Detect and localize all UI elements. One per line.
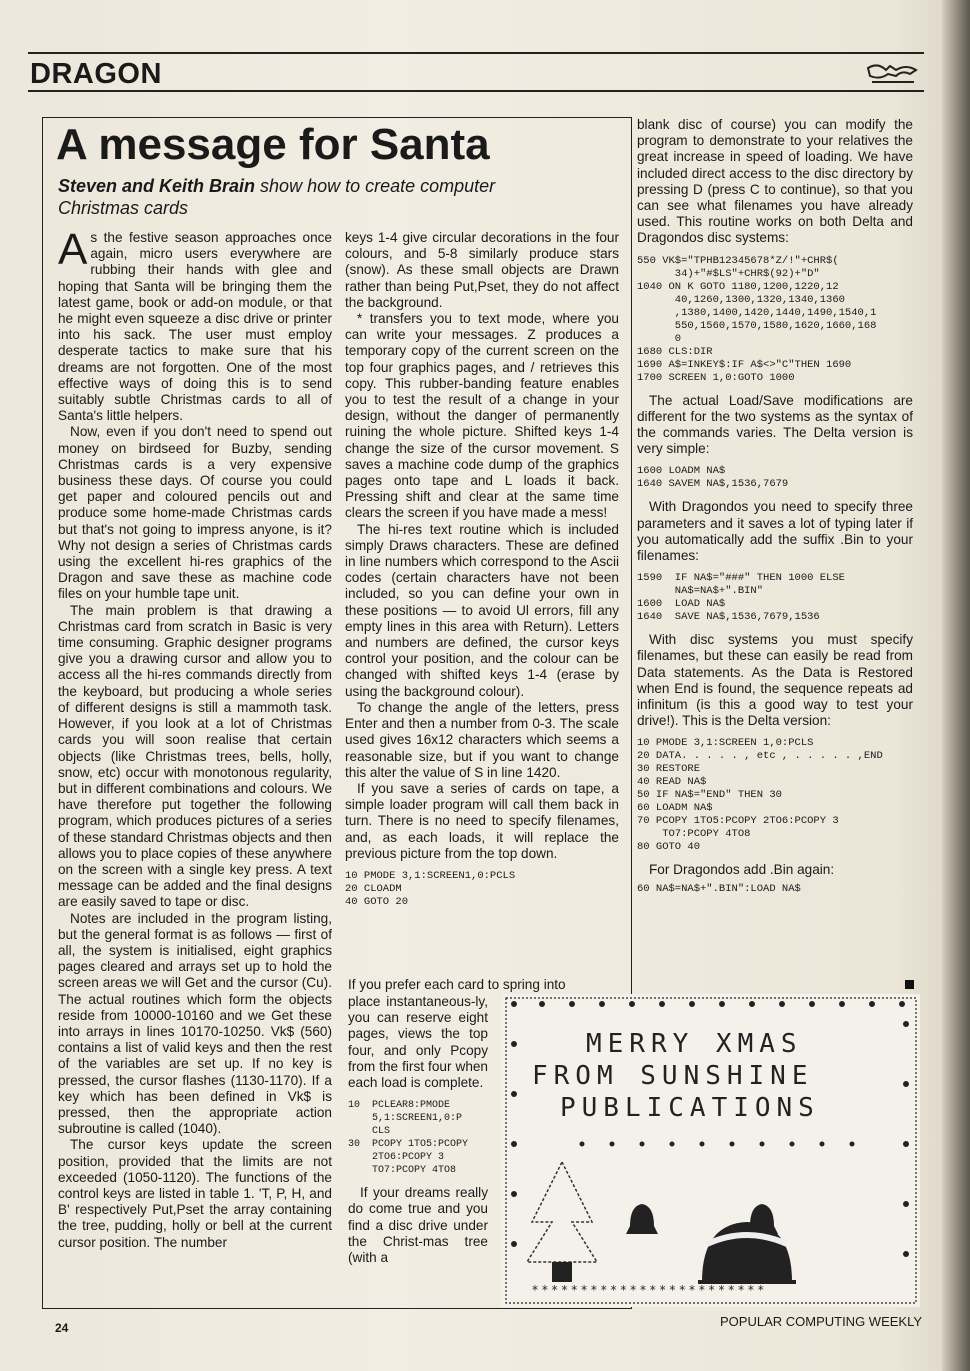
- column-3: [637, 117, 913, 904]
- column-2: [345, 230, 619, 917]
- magazine-name: POPULAR COMPUTING WEEKLY: [720, 1314, 923, 1329]
- col3-para-1: blank disc of course) you can modify the program to demonstrate to your relatives the great increase in speed of loading. We have included direct access to the disc directory by pressing D (press C to continue), so that you can see what filenames you have already used. This routine works on both Delta and Dragondos disc systems:: [637, 117, 913, 246]
- standfirst: [58, 175, 578, 219]
- col1-para-4: Notes are included in the program listing, but the general format is as follows — first of all, the system is initialised, eight graphics pages cleared and arrays set up to hold the screen areas we will Get and the cursor (Cu). The actual routines which form the objects reside from 10000-10160 and we Get these into arrays in lines 10170-10250. Vk$ (560) contains a list of valid keys and then the rest of the variables are set up. If no key is pressed, the cursor flashes (1130-1170). If a key which has been defined in Vk$ is pressed, then the appropriate action subroutine is called (1040).: [58, 910, 332, 1137]
- col3-para-3: With Dragondos you need to specify three parameters and it saves a lot of typing later if you automatically add the suffix .Bin to your filenames:: [637, 499, 913, 564]
- code-listing-directory: 550 VK$="TPHB12345678*Z/!"+CHR$( 34)+"#$LS"+CHR$(92)+"D" 1040 ON K GOTO 1180,1200,1220,12 40,1260,1300,1320,1340,1360 ,1380,1400,1420,1440,1490,1540,1 550,1560,1570,1580,1620,1660,168 0 1680 CLS:DIR 1690 A$=INKEY$:IF A$<>"C"THEN 1690 1700 SCREEN 1,0:GOTO 1000: [637, 254, 877, 384]
- code-listing-pclear: 10 PCLEAR8:PMODE 5,1:SCREEN1,0:P CLS 30 PCOPY 1TO5:PCOPY 2TO6:PCOPY 3 TO7:PCOPY 4TO8: [348, 1100, 469, 1177]
- standfirst-text: show how to create computer Christmas cards: [58, 176, 496, 218]
- code-listing-loader: 10 PMODE 3,1:SCREEN1,0:PCLS 20 CLOADM 40 GOTO 20: [345, 869, 516, 908]
- code-listing-dragondos: 1590 IF NA$="###" THEN 1000 ELSE NA$=NA$+".BIN" 1600 LOAD NA$ 1640 SAVE NA$,1536,7679,1536: [637, 572, 845, 624]
- col1-para-3: The main problem is that drawing a Christmas card from scratch in Basic is very time consuming. Graphic designer programs give you a drawing cursor and allow you to access all the hi-res commands directly from the keyboard, but producing a whole series of different designs is still a mammoth task. However, if you look at a lot of Christmas cards you will soon realise that certain objects (like Christmas trees, bells, holly, snow, etc) occur with monotonous regularity, but in different combinations and colours. We have therefore put together the following program, which produces pictures of a series of these standard Christmas objects and then allows you to place copies of these anywhere on the screen with a single key press. A text message can be added and the final designs are easily saved to tape or disc.: [58, 602, 332, 910]
- col2-para-2: * transfers you to text mode, where you can write your messages. Z produces a temporary copy of the current screen on the top four graphics pages, and / retrieves this copy. This rubber-banding feature enables you to test the result of a change in your design, without the danger of permanently ruining the whole picture. Shifted keys 1-4 change the size of the cursor movement. S saves a machine code dump of the graphics pages onto tape and L loads it back. Pressing shift and clear at the same time clears the screen if you have made a mess!: [345, 311, 619, 521]
- col2-para-6: place instantaneous-ly, you can reserve eight pages, views the top four, and only Pcopy from the first four when each load is complete.: [348, 994, 488, 1091]
- col2-para-4: To change the angle of the letters, press Enter and then a number from 0-3. The scale used gives 16x12 characters which seems a reasonable size, but if you want to change this alter the value of S in line 1420.: [345, 699, 619, 780]
- column-1: [58, 225, 332, 1251]
- col1-para-2: Now, even if you don't need to spend out money on birdseed for Buzby, sending Christmas cards is a very expensive business these days. Of course you could get paper and coloured pencils out and produce some home-made Christmas cards but that's not going to impress anyone, is it? Why not design a series of Christmas cards using the excellent hi-res graphics of the Dragon and save these as machine code files on your humble tape unit.: [58, 424, 332, 602]
- code-listing-delta: 1600 LOADM NA$ 1640 SAVEM NA$,1536,7679: [637, 465, 789, 491]
- code-listing-data-loader: 10 PMODE 3,1:SCREEN 1,0:PCLS 20 DATA. . . . . , etc , . . . . . ,END 30 RESTORE 40 READ NA$ 50 IF NA$="END" THEN 30 60 LOADM NA$ 70 PCOPY 1TO5:PCOPY 2TO6:PCOPY 3 TO7:PCOPY 4TO8 80 GOTO 40: [637, 737, 883, 854]
- col2-para-3: The hi-res text routine which is included simply Draws characters. These are defined in line numbers which correspond to the Ascii codes (certain characters have not been included, so you can define your own in these positions — to avoid Ul errors, fill any empty lines in this area with Return). Letters and numbers are defined, the cursor keys control your position, and the colour can be changed with shifted keys 1-4 (erase by using the background colour).: [345, 521, 619, 699]
- dragon-logo-icon: [866, 60, 918, 88]
- column-2-narrow: [348, 994, 488, 1266]
- header-rule-bottom: [28, 90, 924, 92]
- svg-text:* * * * * * * * * * * * * * *: * * * * * * * * * * * * * * * * * * * * * * * *: [532, 1283, 764, 1297]
- col3-para-4: With disc systems you must specify filenames, but these can easily be read from Data statements. As the Data is Restored when End is found, the sequence repeats ad infinitum (is this a good way to test your drive!). This is the Delta version:: [637, 632, 913, 729]
- end-mark: [905, 980, 914, 989]
- xmas-card-picture: [502, 994, 920, 1307]
- col3-para-2: The actual Load/Save modifications are different for the two systems as the syntax of the commands varies. The Delta version is very simple:: [637, 392, 913, 457]
- page-number: 24: [55, 1321, 69, 1335]
- col2-wide-line: If you prefer each card to spring into: [348, 977, 566, 992]
- standfirst-authors: Steven and Keith Brain: [58, 176, 256, 196]
- col2-para-1: keys 1-4 give circular decorations in the four colours, and 5-8 similarly produce stars (snow). As these small objects are Drawn rather than being Put,Pset, they do not affect the background.: [345, 230, 619, 310]
- page-edge-shadow: [942, 0, 970, 1371]
- col1-para-5: The cursor keys update the screen position, provided that the limits are not exceeded (1050-1120). The functions of the control keys are listed in table 1. 'T, P, H, and B' respectively Put,Pset the array containing the tree, pudding, holly or bell at the current cursor position. The number: [58, 1137, 332, 1250]
- header-rule-top: [28, 52, 924, 54]
- card-line-2: FROM SUNSHINE: [532, 1061, 814, 1091]
- col2-para-7: If your dreams really do come true and you find a disc drive under the Christ-mas tree (with a: [348, 1185, 488, 1266]
- headline: A message for Santa: [56, 120, 490, 169]
- card-line-1: MERRY XMAS: [586, 1029, 803, 1059]
- col1-para-1: As the festive season approaches once again, micro users everywhere are rubbing their hands with glee and hoping that Santa will be bringing them the latest game, book or add-on module, or that he might even squeeze a disc drive or printer into his sack. The user must employ desperate tactics to make sure that his dreams are not forgotten. One of the most effective ways of doing this is to send suitably subtle Christmas cards to all of Santa's little helpers.: [58, 225, 332, 424]
- col2-para-5: If you save a series of cards on tape, a simple loader program will call them back in turn. There is no need to specify filenames, and, as each loads, it will replace the previous picture from the top down.: [345, 780, 619, 861]
- section-title: DRAGON: [30, 58, 162, 90]
- drop-cap: A: [58, 225, 88, 274]
- col3-para-5: For Dragondos add .Bin again:: [649, 862, 835, 878]
- card-line-3: PUBLICATIONS: [560, 1093, 820, 1123]
- code-listing-bin: 60 NA$=NA$+".BIN":LOAD NA$: [637, 882, 801, 895]
